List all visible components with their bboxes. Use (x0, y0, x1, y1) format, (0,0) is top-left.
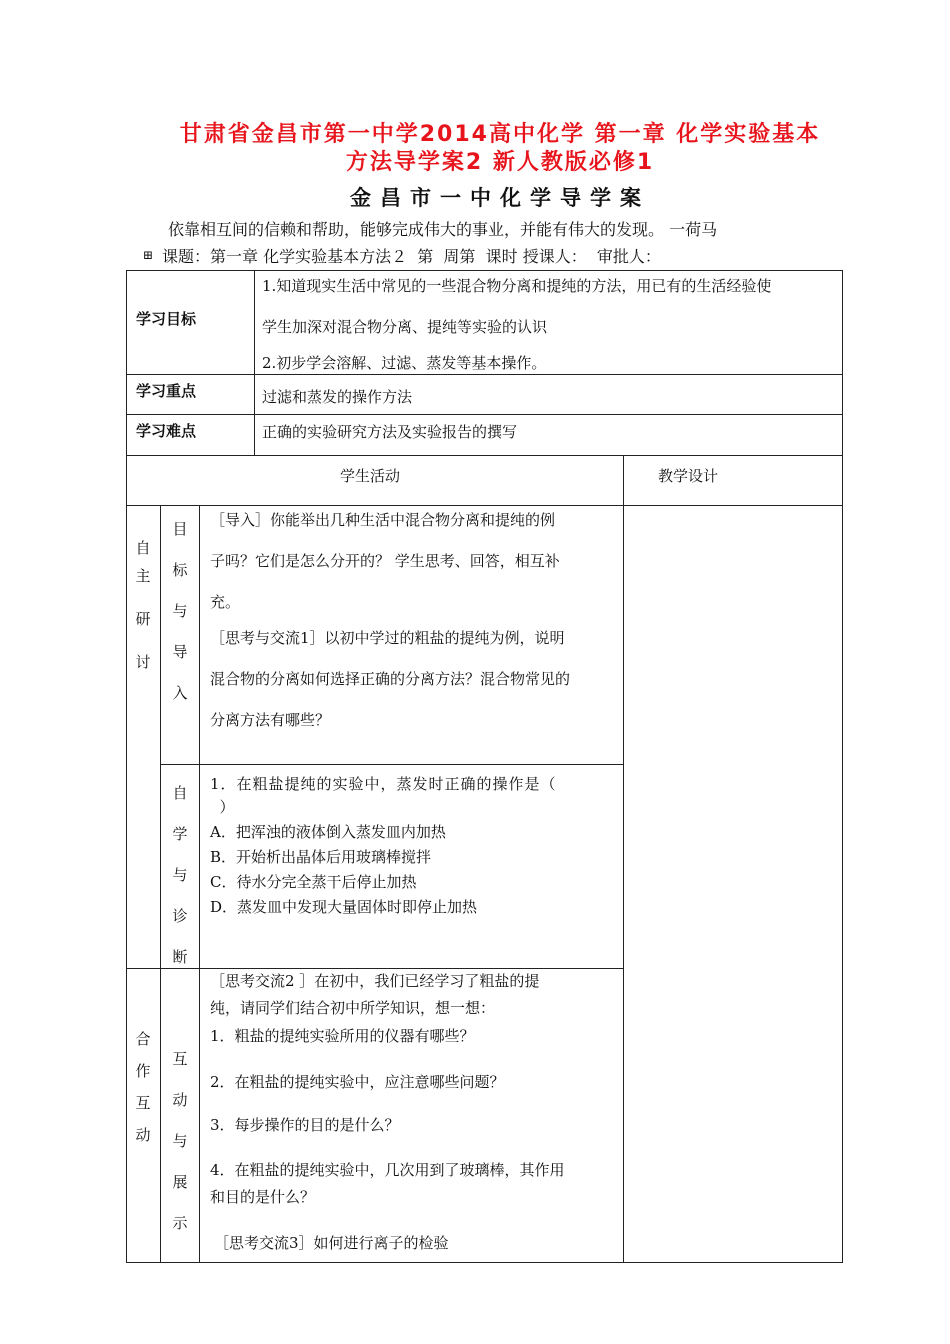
question-1-bracket: ） (210, 798, 235, 816)
motto-quote: 依靠相互间的信赖和帮助，能够完成伟大的事业，并能有伟大的发现。 一荷马 (168, 220, 718, 239)
discussion-2-q4-cont: 和目的是什么？ (210, 1188, 316, 1206)
discussion-2-intro: ［思考交流2 ］在初中，我们已经学习了粗盐的提 (210, 972, 540, 990)
discussion-2-q1: 1．粗盐的提纯实验所用的仪器有哪些？ (210, 1027, 475, 1045)
question-1-option-d: D．蒸发皿中发现大量固体时即停止加热 (210, 898, 478, 916)
question-1-option-c: C．待水分完全蒸干后停止加热 (210, 873, 417, 891)
objectives-line-1: 1.知道现实生活中常见的一些混合物分离和提纯的方法，用已有的生活经验使 (262, 277, 772, 295)
objectives-line-2: 学生加深对混合物分离、提纯等实验的认识 (262, 318, 548, 336)
discussion-2-q3: 3．每步操作的目的是什么？ (210, 1116, 400, 1134)
intro-line-6: 分离方法有哪些？ (210, 711, 331, 729)
section-cooperation-label: 合 作 互 动 (135, 1030, 151, 1144)
difficulty-text: 正确的实验研究方法及实验报告的撰写 (262, 423, 518, 441)
discussion-3-title: ［思考交流3］如何进行离子的检验 (214, 1234, 449, 1252)
student-activity-header: 学生活动 (340, 467, 401, 485)
section-self-study-label: 自 主 研 讨 (135, 539, 151, 671)
objectives-line-3: 2.初步学会溶解、过滤、蒸发等基本操作。 (262, 354, 547, 372)
intro-line-3: 充。 (210, 593, 241, 611)
intro-line-5: 混合物的分离如何选择正确的分离方法？混合物常见的 (210, 670, 571, 688)
key-point-text: 过滤和蒸发的操作方法 (262, 388, 413, 406)
subsection-goal-intro-label: 目 标 与 导 入 (172, 520, 188, 702)
table-anchor-icon: ⊞ (143, 248, 154, 262)
lesson-info-line: 课题：第一章 化学实验基本方法２ 第 周第 课时 授课人： 审批人： (162, 247, 661, 266)
document-subtitle: 金昌市一中化学导学案 (350, 186, 650, 210)
question-1-option-a: A．把浑浊的液体倒入蒸发皿内加热 (210, 823, 446, 841)
intro-line-4: ［思考与交流1］以初中学过的粗盐的提纯为例，说明 (210, 629, 565, 647)
discussion-2-prompt: 纯，请同学们结合初中所学知识，想一想： (210, 999, 496, 1017)
teaching-design-header: 教学设计 (658, 467, 719, 485)
subsection-interaction-label: 互 动 与 展 示 (172, 1050, 188, 1232)
intro-line-2: 子吗？它们是怎么分开的？ 学生思考、回答，相互补 (210, 552, 560, 570)
difficulty-label: 学习难点 (136, 422, 197, 440)
objectives-label: 学习目标 (136, 310, 197, 328)
question-1-option-b: B．开始析出晶体后用玻璃棒搅拌 (210, 848, 432, 866)
document-title-line2: 方法导学案2 新人教版必修1 (345, 150, 655, 175)
subsection-self-diagnosis-label: 自 学 与 诊 断 (172, 784, 188, 966)
document-title-line1: 甘肃省金昌市第一中学2014高中化学 第一章 化学实验基本 (179, 122, 821, 147)
intro-line-1: ［导入］你能举出几种生活中混合物分离和提纯的例 (210, 511, 556, 529)
discussion-2-q4: 4．在粗盐的提纯实验中，几次用到了玻璃棒，其作用 (210, 1161, 565, 1179)
key-point-label: 学习重点 (136, 382, 197, 400)
discussion-2-q2: 2．在粗盐的提纯实验中，应注意哪些问题？ (210, 1073, 505, 1091)
question-1-stem: 1．在粗盐提纯的实验中，蒸发时正确的操作是（ (210, 775, 557, 793)
